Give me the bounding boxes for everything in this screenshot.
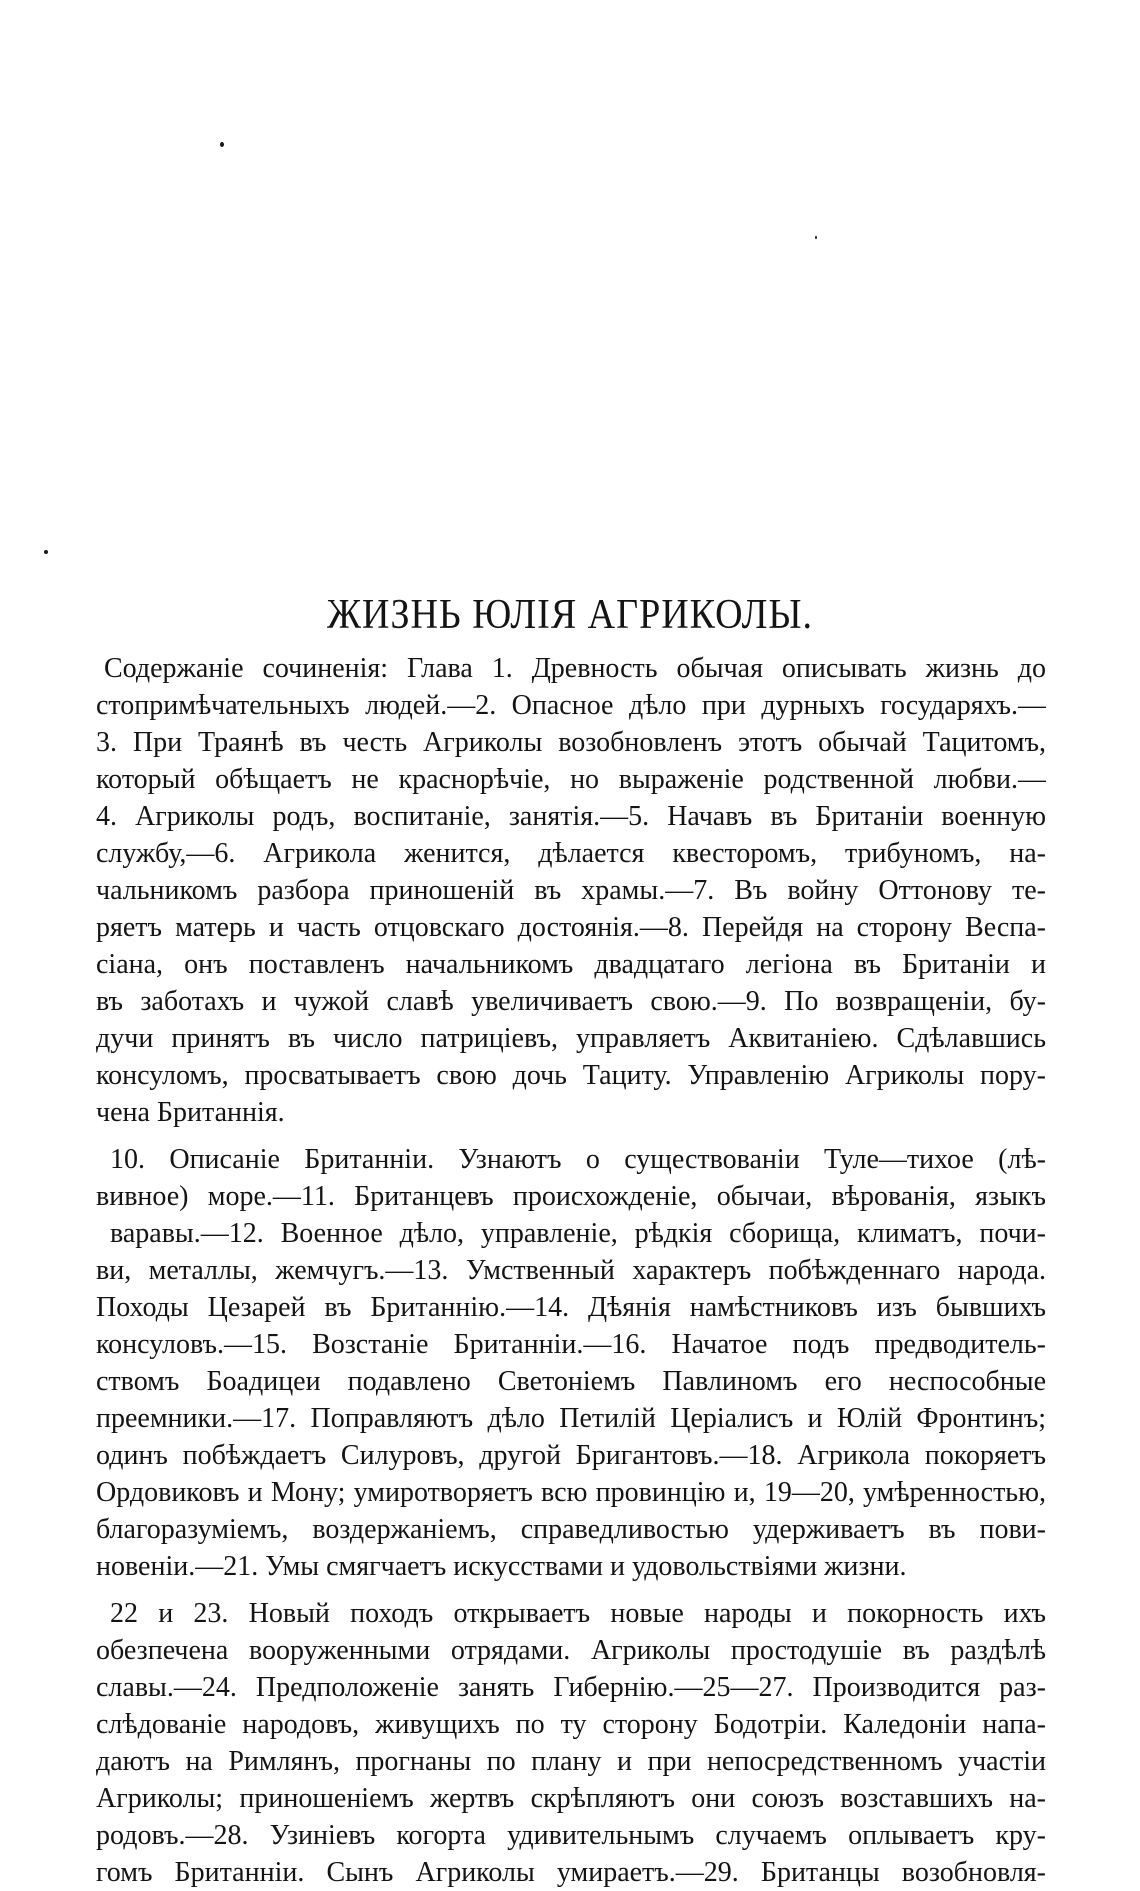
- text-line: родовъ.—28. Узиніевъ когорта удивительнымъ случаемъ оплываетъ кру-: [96, 1820, 1046, 1851]
- text-line: ряетъ матерь и часть отцовскаго достоянія.—8. Перейдя на сторону Веспа-: [96, 912, 1046, 943]
- text-line: гомъ Британніи. Сынъ Агриколы умираетъ.—29. Британцы возобновля-: [96, 1857, 1046, 1888]
- text-line: ви, металлы, жемчугъ.—13. Умственный характеръ побѣжденнаго народа.: [96, 1255, 1046, 1286]
- paragraph-3: [96, 1595, 1046, 1891]
- text-line: консуловъ.—15. Возстаніе Британніи.—16. Начатое подъ предводитель-: [96, 1329, 1046, 1360]
- text-line: службу,—6. Агрикола женится, дѣлается квесторомъ, трибуномъ, на-: [96, 838, 1046, 869]
- text-line: дучи принятъ въ число патриціевъ, управляетъ Аквитаніею. Сдѣлавшись: [96, 1023, 1046, 1054]
- text-line: 4. Агриколы родъ, воспитаніе, занятія.—5. Начавъ въ Британіи военную: [96, 801, 1046, 832]
- text-line: стопримѣчательныхъ людей.—2. Опасное дѣло при дурныхъ государяхъ.—: [96, 690, 1046, 721]
- text-line: консуломъ, просватываетъ свою дочь Тациту. Управленію Агриколы пору-: [96, 1060, 1046, 1091]
- text-line: варавы.—12. Военное дѣло, управленіе, рѣдкія сборища, климатъ, почи-: [110, 1218, 1046, 1249]
- text-line: вивное) море.—11. Британцевъ происхожденіе, обычаи, вѣрованія, языкъ: [96, 1181, 1046, 1212]
- text-line: преемники.—17. Поправляютъ дѣло Петилій Церіалисъ и Юлій Фронтинъ;: [96, 1403, 1046, 1434]
- text-line: чена Британнія.: [96, 1097, 285, 1128]
- text-line: сіана, онъ поставленъ начальникомъ двадцатаго легіона въ Британіи и: [96, 949, 1046, 980]
- text-line: новеніи.—21. Умы смягчаетъ искусствами и удовольствіями жизни.: [96, 1551, 907, 1582]
- paragraph-2: [96, 1141, 1046, 1585]
- print-speck: [220, 142, 224, 147]
- text-line: ствомъ Боадицеи подавлено Светоніемъ Павлиномъ его неспособные: [96, 1366, 1046, 1397]
- page-title: ЖИЗНЬ ЮЛІЯ АГРИКОЛЫ.: [326, 591, 814, 639]
- text-line: который обѣщаетъ не краснорѣчіе, но выраженіе родственной любви.—: [96, 764, 1046, 795]
- text-line: одинъ побѣждаетъ Силуровъ, другой Бригантовъ.—18. Агрикола покоряетъ: [96, 1440, 1046, 1471]
- text-line: обезпечена вооруженными отрядами. Агриколы простодушіе въ раздѣлѣ: [96, 1635, 1046, 1666]
- table-of-contents-text: [96, 650, 1046, 1891]
- text-line: въ заботахъ и чужой славѣ увеличиваетъ свою.—9. По возвращеніи, бу-: [96, 986, 1046, 1017]
- print-speck: [44, 550, 48, 554]
- text-line: Походы Цезарей въ Британнію.—14. Дѣянія намѣстниковъ изъ бывшихъ: [96, 1292, 1046, 1323]
- paragraph-1: [96, 650, 1046, 1131]
- text-line: Агриколы; приношеніемъ жертвъ скрѣпляютъ они союзъ возставшихъ на-: [96, 1783, 1046, 1814]
- text-line: Содержаніе сочиненія: Глава 1. Древность обычая описывать жизнь до: [104, 653, 1046, 684]
- text-line: 3. При Траянѣ въ честь Агриколы возобновленъ этотъ обычай Тацитомъ,: [96, 727, 1046, 758]
- text-line: славы.—24. Предположеніе занять Гибернію.—25—27. Производится раз-: [96, 1672, 1046, 1703]
- text-line: 10. Описаніе Британніи. Узнаютъ о существованіи Туле—тихое (лѣ-: [110, 1144, 1046, 1175]
- text-line: чальникомъ разбора приношеній въ храмы.—7. Въ войну Оттонову те-: [96, 875, 1046, 906]
- text-line: Ордовиковъ и Мону; умиротворяетъ всю провинцію и, 19—20, умѣренностью,: [96, 1477, 1046, 1508]
- text-line: даютъ на Римлянъ, прогнаны по плану и при непосредственномъ участіи: [96, 1746, 1046, 1777]
- print-speck: [815, 236, 817, 239]
- text-line: 22 и 23. Новый походъ открываетъ новые народы и покорность ихъ: [110, 1598, 1046, 1629]
- text-line: слѣдованіе народовъ, живущихъ по ту сторону Бодотріи. Каледоніи напа-: [96, 1709, 1046, 1740]
- text-line: благоразуміемъ, воздержаніемъ, справедливостью удерживаетъ въ пови-: [96, 1514, 1046, 1545]
